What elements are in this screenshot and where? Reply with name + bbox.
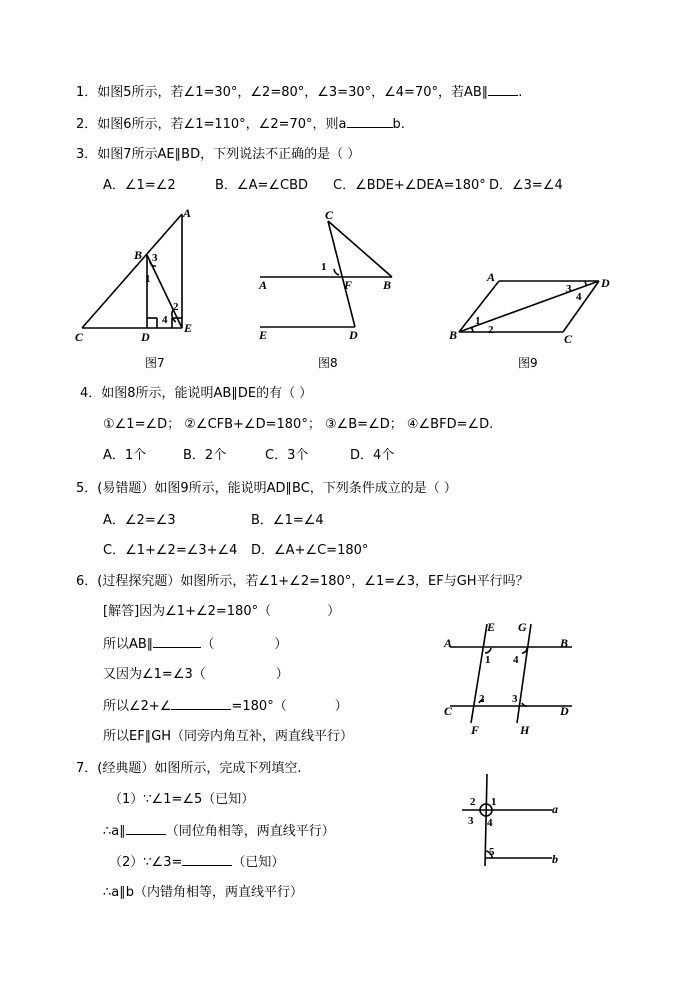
q6-line-3 (103, 667, 289, 683)
fig9-label-b: B (449, 328, 458, 342)
question-4-stem: 4．如图8所示，能说明AB∥DE的有（ ） (80, 386, 313, 401)
figure-q7-diagram (460, 770, 570, 870)
fig6-label-b: B (560, 636, 569, 650)
q5-option-a: A．∠2=∠3 (103, 513, 176, 528)
fig7b-label-1: 1 (491, 796, 497, 808)
q6-line-4-mid: =180°（ (231, 699, 287, 714)
figure-q6-diagram (440, 617, 580, 742)
fig7-label-d: D (141, 330, 150, 344)
fig6-label-4: 4 (513, 654, 519, 666)
question-7-stem: 7．(经典题）如图所示，完成下列填空. (76, 761, 302, 776)
figure-7-diagram (70, 200, 210, 350)
q6-line-2 (103, 636, 287, 653)
fig9-caption: 图9 (518, 356, 538, 370)
fig9-label-4: 4 (576, 291, 582, 303)
fig7-label-1: 1 (145, 273, 151, 285)
q2-end: b. (392, 117, 405, 132)
q6-line-1 (103, 604, 340, 620)
fig7-label-2: 2 (173, 301, 179, 313)
q3-option-c: C．∠BDE+∠DEA=180° (333, 178, 486, 193)
q2-text: 2．如图6所示，若∠1=110°，∠2=70°，则a (76, 117, 347, 132)
fig8-label-a: A (259, 278, 268, 292)
fig8-label-d: D (349, 328, 358, 342)
q4-option-b: B．2个 (183, 448, 227, 463)
fig8-label-e: E (259, 328, 268, 342)
q6-line-1-close: ） (327, 604, 341, 619)
q1-text: 1．如图5所示，若∠1=30°，∠2=80°，∠3=30°，∠4=70°，若AB∥ (76, 85, 489, 100)
fig6-label-1: 1 (485, 654, 491, 666)
q6-line-2-text: 所以AB∥ (103, 637, 154, 652)
q7-line-3-text: （2）∵∠3= (109, 855, 183, 870)
q3-option-d: D．∠3=∠4 (489, 178, 563, 193)
question-5-stem: 5．(易错题）如图9所示，能说明AD∥BC，下列条件成立的是（ ） (76, 481, 457, 496)
fig9-label-d: D (601, 276, 610, 290)
fig7b-label-a: a (552, 802, 558, 816)
q5-option-b: B．∠1=∠4 (251, 513, 324, 528)
q6-line-4-text: 所以∠2+∠ (103, 699, 172, 714)
q4-conditions: ①∠1=∠D； ②∠CFB+∠D=180°； ③∠B=∠D； ④∠BFD=∠D. (103, 417, 494, 432)
q1-end: . (518, 85, 523, 100)
q6-line-2-paren: （ (201, 637, 215, 652)
q2-blank[interactable] (347, 116, 393, 128)
fig9-label-a: A (487, 270, 496, 284)
fig7b-label-b: b (552, 852, 558, 866)
fig9-label-3: 3 (566, 283, 572, 295)
q1-blank[interactable] (488, 84, 518, 96)
q7-line-4: ∴a∥b（内错角相等，两直线平行） (103, 885, 303, 900)
fig6-label-d: D (560, 704, 569, 718)
fig6-label-e: E (487, 620, 496, 634)
fig8-label-b: B (383, 278, 392, 292)
fig8-label-f: F (344, 278, 353, 292)
fig6-label-3: 3 (512, 693, 518, 705)
q7-line-2-text: ∴a∥ (103, 824, 126, 839)
fig9-label-1: 1 (475, 315, 481, 327)
q3-option-a: A．∠1=∠2 (103, 178, 176, 193)
question-1 (76, 84, 522, 101)
fig7-label-4: 4 (162, 314, 168, 326)
fig8-caption: 图8 (318, 356, 338, 370)
fig7-caption: 图7 (145, 356, 165, 370)
q6-blank-1[interactable] (153, 636, 201, 648)
q4-option-d: D．4个 (350, 448, 395, 463)
fig7-label-3: 3 (152, 252, 158, 264)
q7-blank-2[interactable] (182, 854, 232, 866)
q6-line-4 (103, 698, 348, 715)
fig8-label-1: 1 (321, 261, 327, 273)
fig7-label-b: B (134, 248, 143, 262)
fig6-label-c: C (444, 704, 453, 718)
fig7-label-c: C (75, 330, 84, 344)
figure-9-diagram (445, 265, 620, 350)
q7-line-2-reason: （同位角相等，两直线平行） (165, 824, 335, 839)
fig8-label-c: C (325, 208, 334, 222)
q5-option-d: D．∠A+∠C=180° (251, 543, 369, 558)
question-2 (76, 116, 405, 133)
q7-line-3-reason: （已知） (232, 855, 285, 870)
figure-8-diagram (255, 205, 405, 345)
q6-line-2-close: ） (274, 637, 288, 652)
q6-blank-2[interactable] (171, 698, 231, 710)
question-3-stem: 3．如图7所示AE∥BD，下列说法不正确的是（ ） (76, 147, 361, 162)
fig7b-label-5: 5 (489, 846, 495, 858)
fig6-label-2: 2 (479, 693, 485, 705)
q7-line-1: （1）∵∠1=∠5（已知） (109, 792, 255, 807)
q6-line-3-close: ） (275, 667, 289, 682)
question-6-stem: 6．(过程探究题）如图所示，若∠1+∠2=180°，∠1=∠3，EF与GH平行吗？ (76, 574, 529, 589)
q7-line-3 (109, 854, 284, 871)
fig7b-label-3: 3 (468, 815, 474, 827)
q3-option-b: B．∠A=∠CBD (215, 178, 309, 193)
q4-option-a: A．1个 (103, 448, 147, 463)
fig7-label-a: A (183, 206, 192, 220)
fig6-label-h: H (520, 723, 530, 737)
q4-option-c: C．3个 (265, 448, 309, 463)
q6-line-5: 所以EF∥GH（同旁内角互补，两直线平行） (103, 729, 354, 744)
q7-line-2 (103, 823, 335, 840)
fig7b-label-2: 2 (470, 796, 476, 808)
fig6-label-f: F (471, 723, 480, 737)
fig6-label-g: G (518, 620, 527, 634)
q6-line-1-text: [解答]因为∠1+∠2=180°（ (103, 604, 272, 619)
q5-option-c: C．∠1+∠2=∠3+∠4 (103, 543, 238, 558)
q6-line-3-text: 又因为∠1=∠3（ (103, 667, 206, 682)
fig7-label-e: E (184, 321, 193, 335)
q7-blank-1[interactable] (126, 823, 166, 835)
q6-line-4-close: ） (334, 699, 348, 714)
fig7b-label-4: 4 (487, 817, 493, 829)
fig6-label-a: A (444, 636, 453, 650)
fig9-label-2: 2 (488, 324, 494, 336)
fig9-label-c: C (564, 332, 573, 346)
